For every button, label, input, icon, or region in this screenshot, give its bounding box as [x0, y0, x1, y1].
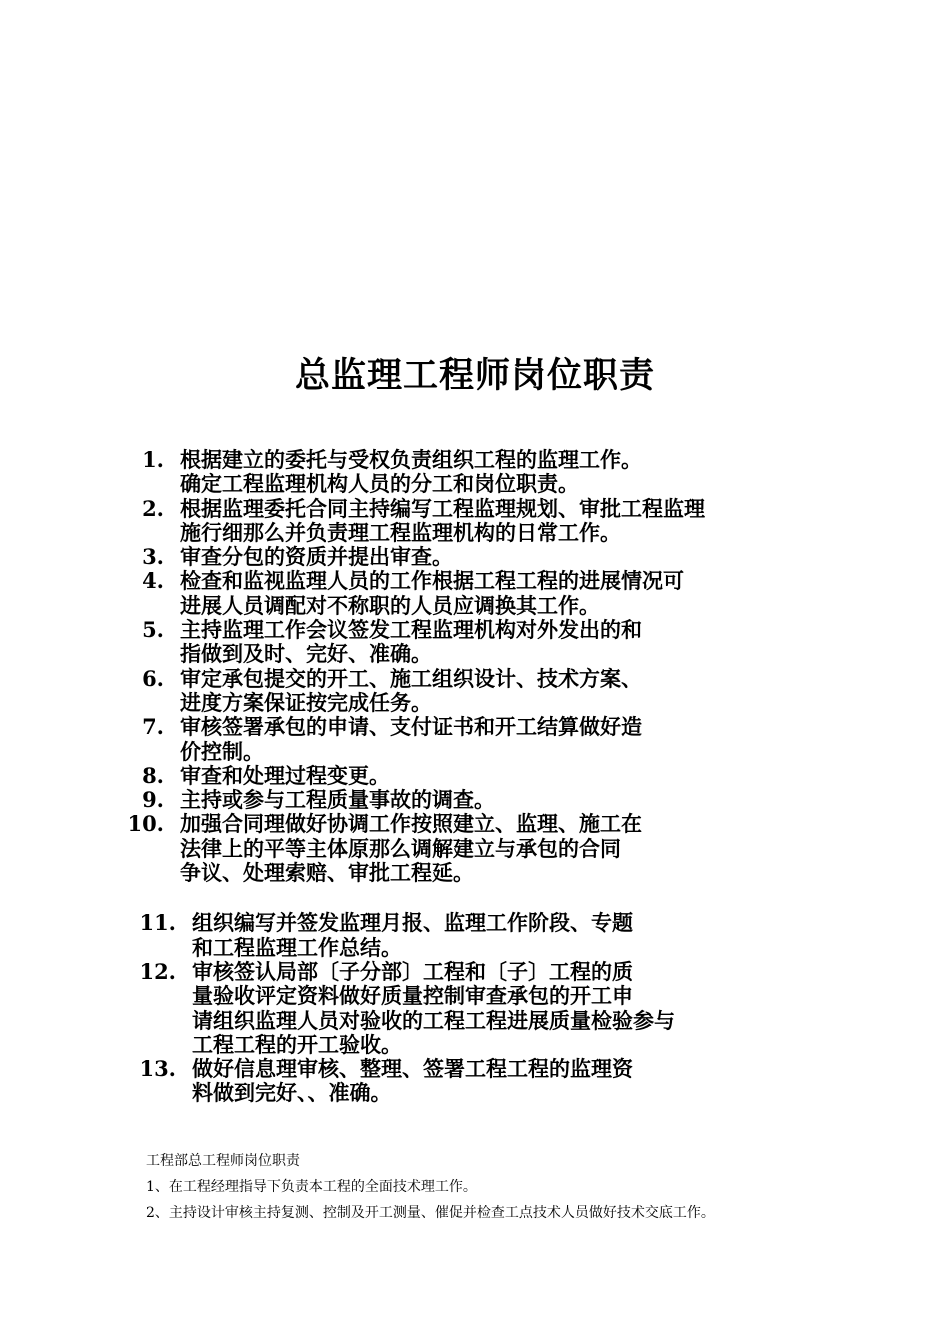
- sub-line-1: 1、在工程经理指导下负责本工程的全面技术理工作。: [146, 1179, 477, 1195]
- list-item-line: 审查和处理过程变更。: [180, 762, 390, 788]
- list-item-line: 主持或参与工程质量事故的调查。: [180, 787, 495, 813]
- list-item-number: 13.: [139, 1056, 176, 1082]
- list-item-number: 8.: [142, 762, 164, 788]
- list-item-line: 量验收评定资料做好质量控制审查承包的开工申: [192, 983, 633, 1009]
- list-item-line: 加强合同理做好协调工作按照建立、监理、施工在: [180, 811, 642, 837]
- list-item-number: 12.: [139, 958, 176, 984]
- list-item: [0, 667, 950, 716]
- list-item-line: 法律上的平等主体原那么调解建立与承包的合同: [180, 835, 621, 861]
- list-item-line: 请组织监理人员对验收的工程工程进展质量检验参与: [192, 1007, 675, 1033]
- list-item-line: 价控制。: [180, 738, 264, 764]
- list-item: [0, 497, 950, 546]
- list-item-number: 2.: [142, 495, 164, 521]
- list-item-line: 组织编写并签发监理月报、监理工作阶段、专题: [192, 910, 633, 936]
- list-item: [0, 788, 950, 812]
- list-item: [0, 569, 950, 618]
- list-item-line: 主持监理工作会议签发工程监理机构对外发出的和: [180, 617, 642, 643]
- duty-list-part-1: [0, 448, 950, 885]
- list-item-line: 根据建立的委托与受权负责组织工程的监理工作。: [180, 447, 642, 472]
- duty-list-part-2: [0, 911, 950, 1105]
- list-item: [0, 448, 950, 497]
- list-item-number: 1.: [142, 447, 164, 472]
- list-gap: [0, 885, 950, 911]
- list-item: [0, 545, 950, 569]
- list-item-line: 审核签署承包的申请、支付证书和开工结算做好造: [180, 714, 642, 740]
- list-item-line: 做好信息理审核、整理、签署工程工程的监理资: [192, 1056, 633, 1082]
- list-item: [0, 1057, 950, 1106]
- list-item-line: 和工程监理工作总结。: [192, 934, 402, 960]
- list-item-line: 施行细那么并负责理工程监理机构的日常工作。: [180, 519, 621, 545]
- list-item: [0, 812, 950, 885]
- list-item-line: 审查分包的资质并提出审查。: [180, 544, 453, 570]
- list-item: [0, 764, 950, 788]
- list-item-number: 6.: [142, 665, 164, 691]
- list-item-number: 3.: [142, 544, 164, 570]
- list-item-number: 9.: [142, 787, 164, 813]
- list-item-line: 料做到完好、、准确。: [192, 1080, 392, 1106]
- list-item-line: 根据监理委托合同主持编写工程监理规划、审批工程监理: [180, 495, 705, 521]
- list-item-number: 10.: [127, 811, 164, 837]
- list-item-line: 进度方案保证按完成任务。: [180, 689, 432, 715]
- list-item-line: 确定工程监理机构人员的分工和岗位职责。: [180, 471, 579, 497]
- list-item: [0, 911, 950, 960]
- list-item: [0, 960, 950, 1057]
- page-title: 总监理工程师岗位职责: [294, 355, 655, 396]
- list-item-number: 7.: [142, 714, 164, 740]
- duty-list: [0, 448, 950, 1106]
- list-item-number: 4.: [142, 568, 164, 594]
- list-item-number: 5.: [142, 617, 164, 643]
- list-item-line: 指做到及时、完好、准确。: [180, 641, 432, 667]
- list-item-line: 审核签认局部〔子分部〕工程和〔子〕工程的质: [192, 958, 633, 984]
- list-item-line: 进展人员调配对不称职的人员应调换其工作。: [180, 592, 600, 618]
- list-item-line: 争议、处理索赔、审批工程延。: [180, 860, 474, 886]
- sub-line-2: 2、主持设计审核主持复测、控制及开工测量、催促并检查工点技术人员做好技术交底工作。: [146, 1205, 715, 1221]
- list-item: [0, 715, 950, 764]
- list-item-number: 11.: [139, 910, 176, 936]
- list-item-line: 工程工程的开工验收。: [192, 1031, 402, 1057]
- list-item-line: 检查和监视监理人员的工作根据工程工程的进展情况可: [180, 568, 684, 594]
- list-item-line: 审定承包提交的开工、施工组织设计、技术方案、: [180, 665, 642, 691]
- sub-heading: 工程部总工程师岗位职责: [146, 1153, 300, 1169]
- list-item: [0, 618, 950, 667]
- sub-section: [146, 1148, 936, 1226]
